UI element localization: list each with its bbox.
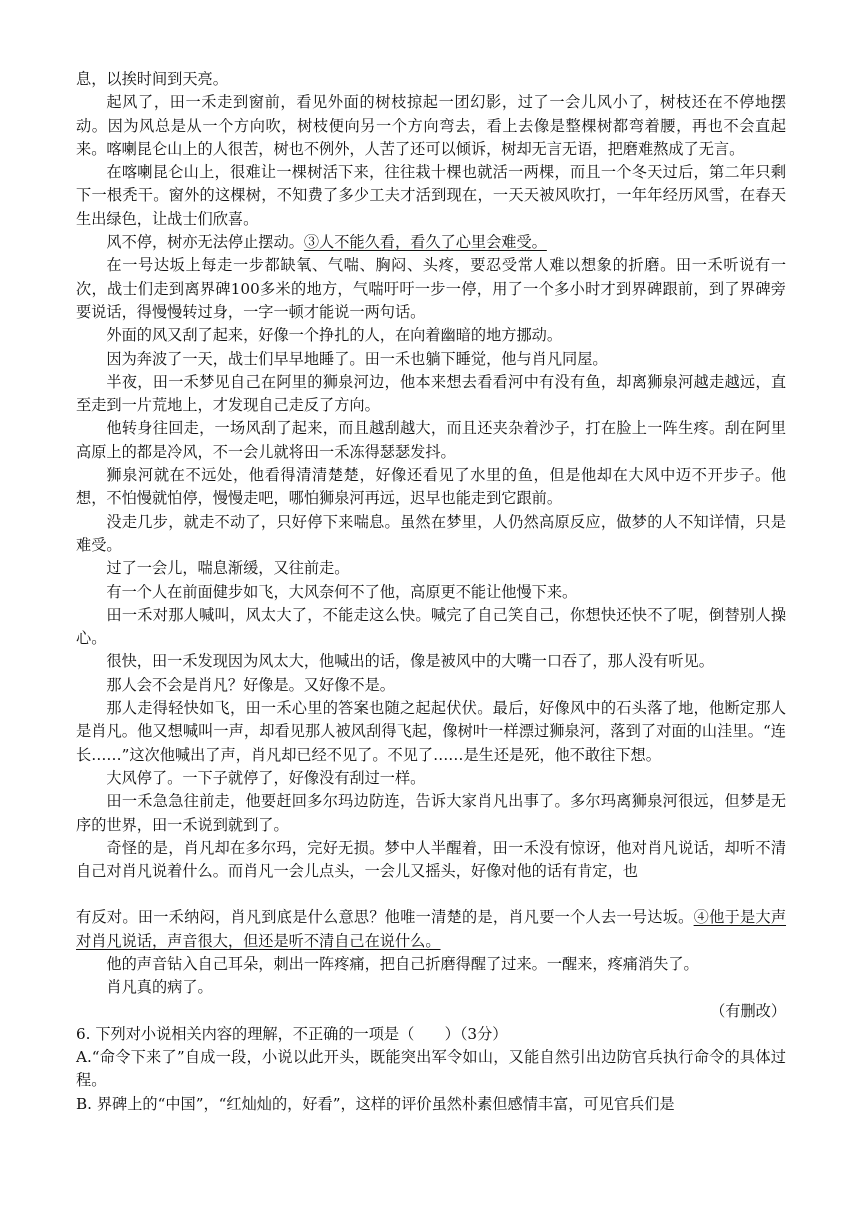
paragraph: 因为奔波了一天，战士们早早地睡了。田一禾也躺下睡觉，他与肖凡同屋。	[106, 349, 608, 368]
paragraph: 有反对。田一禾纳闷，肖凡到底是什么意思？他唯一清楚的是，肖凡要一个人去一号达坂。④他于是大声对肖凡说话，声音很大，但还是听不清自己在说什么。	[76, 908, 787, 950]
paragraph: 奇怪的是，肖凡却在多尔玛，完好无损。梦中人半醒着，田一禾没有惊讶，他对肖凡说话，却听不清自己对肖凡说着什么。而肖凡一会儿点头，一会儿又摇头，好像对他的话有肯定，也	[76, 838, 786, 881]
paragraph: 他的声音钻入自己耳朵，刺出一阵疼痛，把自己折磨得醒了过来。一醒来，疼痛消失了。	[106, 954, 699, 973]
edit-note: （有删改）	[710, 1001, 786, 1020]
paragraph: 没走几步，就走不动了，只好停下来喘息。虽然在梦里，人仍然高原反应，做梦的人不知详情，只是难受。	[76, 512, 786, 554]
paragraph: 在一号达坂上每走一步都缺氧、气喘、胸闷、头疼，要忍受常人难以想象的折磨。田一禾听说有一次，战士们走到离界碑100多米的地方，气喘吁吁一步一停，用了一个多小时才到界碑跟前，到了界碑旁要说话，得慢慢转过身，一字一顿才能说一两句话。	[76, 256, 786, 321]
paragraph: 风不停，树亦无法停止摆动。③人不能久看，看久了心里会难受。	[106, 233, 547, 252]
question-stem: 6. 下列对小说相关内容的理解，不正确的一项是（ ）（3分）	[76, 1024, 508, 1043]
paragraph: 他转身往回走，一场风刮了起来，而且越刮越大，而且还夹杂着沙子，打在脸上一阵生疼。刮在阿里高原上的都是冷风，不一会儿就将田一禾冻得瑟瑟发抖。	[76, 419, 786, 461]
paragraph: 外面的风又刮了起来，好像一个挣扎的人，在向着幽暗的地方挪动。	[106, 326, 563, 345]
paragraph: 起风了，田一禾走到窗前，看见外面的树枝掠起一团幻影，过了一会儿风小了，树枝还在不停地摆动。因为风总是从一个方向吹，树枝便向另一个方向弯去，看上去像是整棵树都弯着腰，再也不会直起来。喀喇昆仑山上的人很苦，树也不例外，人苦了还可以倾诉，树却无言无语，把磨难熬成了无言。	[76, 93, 786, 158]
underlined-sentence-3: ③人不能久看，看久了心里会难受。	[303, 233, 547, 252]
paragraph: 息，以挨时间到天亮。	[76, 70, 228, 88]
paragraph: 在喀喇昆仑山上，很难让一棵树活下来，往往栽十棵也就活一两棵，而且一个冬天过后，第二年只剩下一根秃干。窗外的这棵树，不知费了多少工夫才活到现在，一天天被风吹打，一年年经历风雪，在春天生出绿色，让战士们欣喜。	[76, 163, 786, 228]
paragraph: 过了一会儿，喘息渐缓，又往前走。	[106, 559, 350, 578]
paragraph: 田一禾急急往前走，他要赶回多尔玛边防连，告诉大家肖凡出事了。多尔玛离狮泉河很远，但梦是无序的世界，田一禾说到就到了。	[76, 792, 786, 834]
paragraph: 田一禾对那人喊叫，风太大了，不能走这么快。喊完了自己笑自己，你想快还快不了呢，倒替别人操心。	[76, 605, 786, 648]
paragraph: 那人会不会是肖凡？好像是。又好像不是。	[106, 675, 395, 694]
paragraph: 半夜，田一禾梦见自己在阿里的狮泉河边，他本来想去看看河中有没有鱼，却离狮泉河越走越远，直至走到一片荒地上，才发现自己走反了方向。	[76, 372, 786, 415]
underlined-sentence-4: ④他于是大声对肖凡说话，声音很大，但还是听不清自己在说什么。	[76, 908, 787, 950]
paragraph: 很快，田一禾发现因为风太大，他喊出的话，像是被风中的大嘴一口吞了，那人没有听见。	[106, 652, 714, 671]
document-page	[76, 68, 786, 1116]
page-gap	[76, 883, 786, 906]
paragraph: 大风停了。一下子就停了，好像没有刮过一样。	[106, 768, 426, 787]
option-a: A.“命令下来了”自成一段，小说以此开头，既能突出军令如山，又能自然引出边防官兵执行命令的具体过程。	[76, 1048, 786, 1090]
paragraph: 肖凡真的病了。	[106, 978, 213, 997]
paragraph: 有一个人在前面健步如飞，大风奈何不了他，高原更不能让他慢下来。	[106, 582, 578, 601]
paragraph: 那人走得轻快如飞，田一禾心里的答案也随之起起伏伏。最后，好像风中的石头落了地，他断定那人是肖凡。他又想喊叫一声，却看见那人被风刮得飞起，像树叶一样漂过狮泉河，落到了对面的山洼里。“连长……”这次他喊出了声，肖凡却已经不见了。不见了……是生还是死，他不敢往下想。	[76, 699, 786, 764]
option-b: B. 界碑上的“中国”，“红灿灿的，好看”，这样的评价虽然朴素但感情丰富，可见官兵们是	[76, 1094, 675, 1113]
paragraph: 狮泉河就在不远处，他看得清清楚楚，好像还看见了水里的鱼，但是他却在大风中迈不开步子。他想，不怕慢就怕停，慢慢走吧，哪怕狮泉河再远，迟早也能走到它跟前。	[76, 466, 786, 508]
